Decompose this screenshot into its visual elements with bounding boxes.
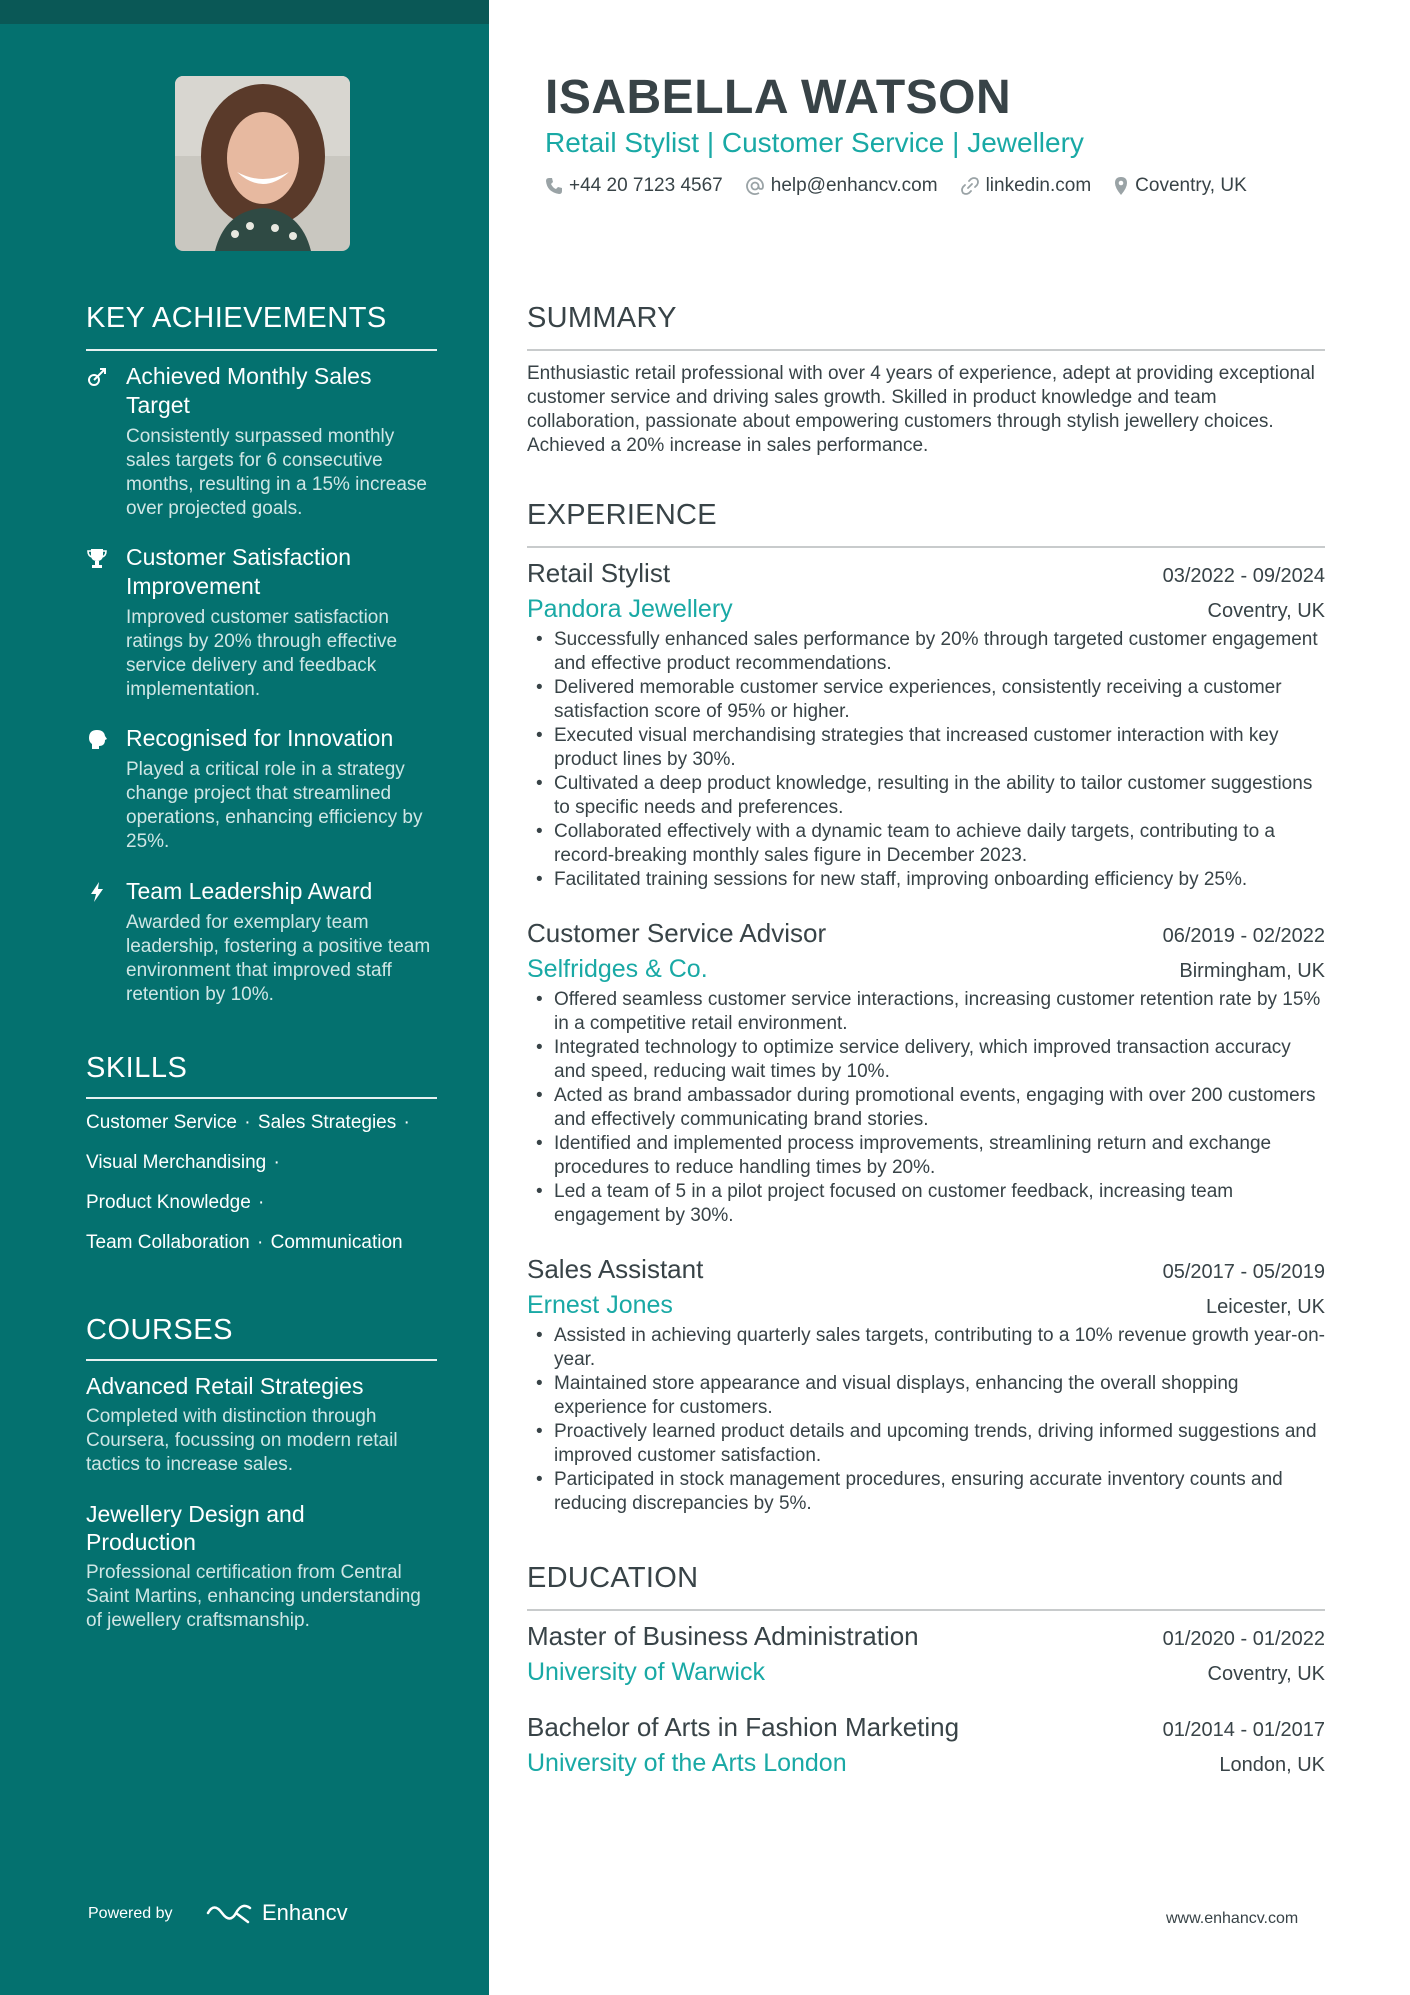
at-icon xyxy=(745,176,765,196)
courses-divider xyxy=(86,1359,437,1361)
skill-item: Customer Service xyxy=(86,1112,237,1133)
job-role: Retail Stylist xyxy=(527,558,671,588)
school-name[interactable]: University of the Arts London xyxy=(527,1749,847,1777)
job-company[interactable]: Pandora Jewellery xyxy=(527,595,733,623)
job-dates: 05/2017 - 05/2019 xyxy=(1162,1261,1325,1283)
list-item: • Delivered memorable customer service experiences, consistently receiving a customer satisfaction score of 95% or higher. xyxy=(527,676,1325,724)
education-entry xyxy=(527,1621,1325,1687)
link-icon xyxy=(960,176,980,196)
sidebar-top-bar xyxy=(0,0,489,24)
skill-item: Visual Merchandising xyxy=(86,1152,267,1173)
list-item: • Successfully enhanced sales performance by 20% through targeted customer engagement and effective product recommendations. xyxy=(527,628,1325,676)
education-dates: 01/2014 - 01/2017 xyxy=(1162,1719,1325,1741)
brand-logo[interactable] xyxy=(206,1900,348,1926)
job-location: Birmingham, UK xyxy=(1179,960,1325,982)
enhancv-logo-icon xyxy=(206,1900,254,1926)
brain-icon xyxy=(86,728,108,750)
experience-divider xyxy=(527,546,1325,548)
experience-entry xyxy=(527,918,1325,1228)
degree-title: Bachelor of Arts in Fashion Marketing xyxy=(527,1712,960,1742)
experience-entry xyxy=(527,558,1325,892)
achievements-title: KEY ACHIEVEMENTS xyxy=(86,302,387,334)
sidebar xyxy=(0,0,489,1995)
location-icon xyxy=(1113,176,1129,196)
profile-photo xyxy=(175,76,350,251)
job-bullets xyxy=(527,988,1325,1228)
list-item: • Acted as brand ambassador during promotional events, engaging with over 200 customers and effectively communicating brand stories. xyxy=(527,1084,1325,1132)
trophy-icon xyxy=(86,547,108,569)
skill-item: Team Collaboration xyxy=(86,1232,250,1253)
achievement-title: Team Leadership Award xyxy=(126,878,373,904)
job-bullets xyxy=(527,1324,1325,1516)
achievement-item xyxy=(86,362,437,521)
list-item: • Collaborated effectively with a dynamic team to achieve daily targets, contributing to a record-breaking monthly sales figure in December 2023. xyxy=(527,820,1325,868)
achievement-title: Customer Satisfaction Improvement xyxy=(126,544,351,599)
courses-title: COURSES xyxy=(86,1314,233,1346)
achievement-title: Achieved Monthly Sales Target xyxy=(126,363,372,418)
candidate-headline: Retail Stylist | Customer Service | Jewellery xyxy=(545,127,1084,158)
summary-divider xyxy=(527,349,1325,351)
skills-list: Customer Service · Sales Strategies · Visual Merchandising · Product Knowledge · Team Collaboration · Communication xyxy=(86,1112,410,1253)
contact-bar xyxy=(545,175,1269,197)
school-location: Coventry, UK xyxy=(1207,1663,1325,1685)
list-item: • Executed visual merchandising strategies that increased customer interaction with key product lines by 30%. xyxy=(527,724,1325,772)
course-desc: Professional certification from Central Saint Martins, enhancing understanding of jewellery craftsmanship. xyxy=(86,1562,421,1631)
job-location: Leicester, UK xyxy=(1206,1296,1325,1318)
skill-item: Communication xyxy=(270,1232,403,1253)
contact-linkedin[interactable]: linkedin.com xyxy=(960,175,1092,197)
experience-entry xyxy=(527,1254,1325,1516)
course-item xyxy=(86,1500,441,1633)
target-icon xyxy=(86,366,108,388)
skills-title: SKILLS xyxy=(86,1052,188,1084)
achievement-desc: Played a critical role in a strategy change project that streamlined operations, enhancing efficiency by 25%. xyxy=(126,759,423,852)
course-item xyxy=(86,1372,441,1477)
course-title: Jewellery Design and Production xyxy=(86,1501,305,1555)
list-item: • Integrated technology to optimize service delivery, which improved transaction accuracy and speed, reducing wait times by 10%. xyxy=(527,1036,1325,1084)
candidate-name: ISABELLA WATSON xyxy=(545,71,1012,124)
achievement-item xyxy=(86,724,437,854)
job-company[interactable]: Ernest Jones xyxy=(527,1291,673,1319)
list-item: • Offered seamless customer service interactions, increasing customer retention rate by 15% in a competitive retail environment. xyxy=(527,988,1325,1036)
powered-by-label: Powered by xyxy=(88,1905,173,1922)
job-location: Coventry, UK xyxy=(1207,600,1325,622)
lightning-icon xyxy=(86,881,108,903)
skills-divider xyxy=(86,1097,437,1099)
job-dates: 06/2019 - 02/2022 xyxy=(1162,925,1325,947)
achievement-item xyxy=(86,543,437,702)
list-item: • Proactively learned product details and upcoming trends, driving informed suggestions and improved customer satisfaction. xyxy=(527,1420,1325,1468)
brand-name: Enhancv xyxy=(262,1900,348,1925)
job-role: Sales Assistant xyxy=(527,1254,704,1284)
achievement-desc: Consistently surpassed monthly sales targets for 6 consecutive months, resulting in a 15% increase over projected goals. xyxy=(126,426,427,519)
footer-url[interactable]: www.enhancv.com xyxy=(1166,1910,1299,1927)
achievement-title: Recognised for Innovation xyxy=(126,725,394,751)
course-title: Advanced Retail Strategies xyxy=(86,1373,364,1399)
education-entry xyxy=(527,1712,1325,1778)
job-dates: 03/2022 - 09/2024 xyxy=(1162,565,1325,587)
job-bullets xyxy=(527,628,1325,892)
list-item: • Maintained store appearance and visual displays, enhancing the overall shopping experience for customers. xyxy=(527,1372,1325,1420)
education-title: EDUCATION xyxy=(527,1562,699,1594)
achievement-item xyxy=(86,877,437,1007)
experience-title: EXPERIENCE xyxy=(527,499,717,531)
job-company[interactable]: Selfridges & Co. xyxy=(527,955,708,983)
achievement-desc: Awarded for exemplary team leadership, fostering a positive team environment that improved staff retention by 10%. xyxy=(126,912,431,1005)
list-item: • Led a team of 5 in a pilot project focused on customer feedback, increasing team engagement by 30%. xyxy=(527,1180,1325,1228)
education-divider xyxy=(527,1609,1325,1611)
list-item: • Participated in stock management procedures, ensuring accurate inventory counts and reducing discrepancies by 5%. xyxy=(527,1468,1325,1516)
list-item: • Identified and implemented process improvements, streamlining return and exchange procedures to reduce handling times by 20%. xyxy=(527,1132,1325,1180)
skill-item: Sales Strategies xyxy=(257,1112,397,1133)
summary-text: Enthusiastic retail professional with over 4 years of experience, adept at providing exceptional customer service and driving sales growth. Skilled in product knowledge and team collaboration, passionate about empowering customers through stylish jewellery choices. Achieved a 20% increase in sales performance. xyxy=(527,363,1315,456)
achievement-desc: Improved customer satisfaction ratings by 20% through effective service delivery and feedback implementation. xyxy=(126,607,398,700)
skill-item: Product Knowledge xyxy=(86,1192,251,1213)
contact-location: Coventry, UK xyxy=(1113,175,1247,197)
summary-title: SUMMARY xyxy=(527,302,677,334)
achievements-divider xyxy=(86,349,437,351)
school-location: London, UK xyxy=(1219,1754,1325,1776)
job-role: Customer Service Advisor xyxy=(527,918,827,948)
course-desc: Completed with distinction through Coursera, focussing on modern retail tactics to increase sales. xyxy=(86,1406,398,1475)
list-item: • Assisted in achieving quarterly sales targets, contributing to a 10% revenue growth year-on-year. xyxy=(527,1324,1325,1372)
list-item: • Facilitated training sessions for new staff, improving onboarding efficiency by 25%. xyxy=(527,868,1325,892)
list-item: • Cultivated a deep product knowledge, resulting in the ability to tailor customer suggestions to specific needs and preferences. xyxy=(527,772,1325,820)
degree-title: Master of Business Administration xyxy=(527,1621,919,1651)
school-name[interactable]: University of Warwick xyxy=(527,1658,765,1686)
phone-icon xyxy=(545,177,563,195)
contact-phone[interactable]: +44 20 7123 4567 xyxy=(545,175,723,197)
contact-email[interactable]: help@enhancv.com xyxy=(745,175,938,197)
education-dates: 01/2020 - 01/2022 xyxy=(1162,1628,1325,1650)
